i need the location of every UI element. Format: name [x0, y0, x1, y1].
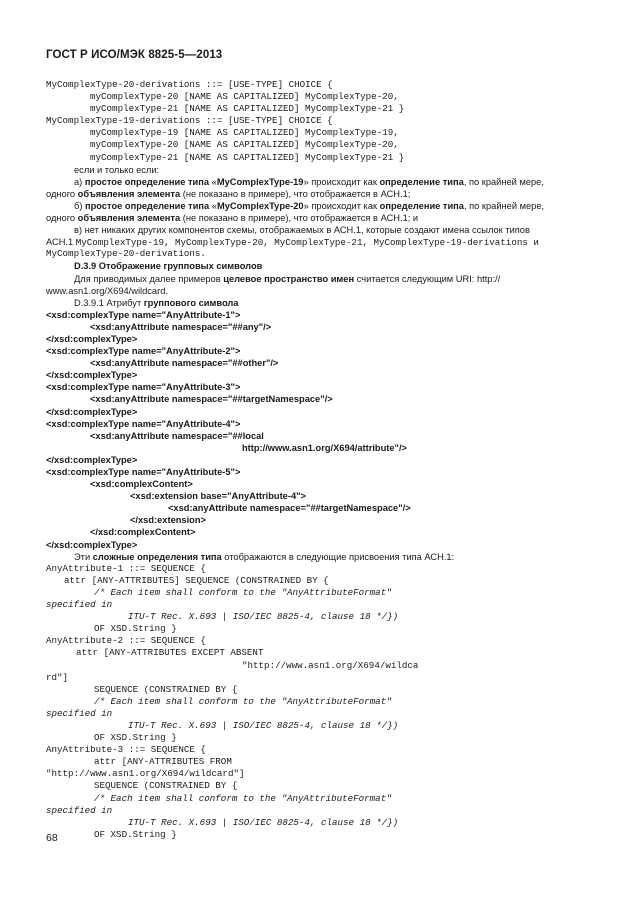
text-line — [46, 539, 588, 551]
text-segment: SEQUENCE (CONSTRAINED BY { — [94, 780, 238, 792]
text-segment: <xsd:anyAttribute namespace="##targetNamespace"/> — [168, 503, 411, 514]
text-line — [46, 200, 588, 212]
text-segment: <xsd:complexType name="AnyAttribute-3"> — [46, 382, 241, 393]
text-segment: группового символа — [143, 297, 239, 308]
text-line — [46, 164, 588, 176]
text-segment: MyComplexType-20 — [216, 200, 304, 211]
text-segment: ITU-T Rec. X.693 | ISO/IEC 8825-4, clause 18 */}) — [128, 611, 399, 623]
text-line — [46, 236, 588, 248]
text-segment: <xsd:complexType name="AnyAttribute-2"> — [46, 346, 241, 357]
text-line — [46, 611, 588, 623]
text-segment: OF XSD.String } — [94, 623, 177, 635]
text-line — [46, 406, 588, 418]
text-segment: myComplexType-20 [NAME AS CAPITALIZED] MyComplexType-20, — [90, 139, 399, 151]
document-body — [46, 79, 588, 841]
text-segment: Эти — [74, 551, 93, 562]
text-segment: MyComplexType-19-derivations ::= [USE-TYPE] CHOICE { — [46, 115, 333, 127]
text-segment: SEQUENCE (CONSTRAINED BY { — [94, 683, 238, 695]
text-segment: отображаются в следующие присвоения типа АСН.1: — [221, 551, 455, 562]
text-line — [46, 720, 588, 732]
text-line — [46, 756, 588, 768]
text-line — [46, 369, 588, 381]
text-line — [46, 829, 588, 841]
text-line — [46, 660, 588, 672]
text-line — [46, 285, 588, 297]
text-line — [46, 357, 588, 369]
text-line — [46, 490, 588, 502]
text-segment: считается следующим URI: http:// — [354, 273, 501, 284]
text-line — [46, 793, 588, 805]
text-segment: а) — [74, 176, 85, 187]
text-line — [46, 139, 588, 151]
text-segment: myComplexType-20 [NAME AS CAPITALIZED] MyComplexType-20, — [90, 91, 399, 103]
text-segment: « — [209, 200, 217, 211]
text-segment: </xsd:complexContent> — [90, 527, 196, 538]
text-segment: </xsd:complexType> — [46, 454, 138, 465]
text-segment: /* Each item shall conform to the "AnyAttributeFormat" — [94, 586, 392, 598]
text-segment: OF XSD.String } — [94, 732, 177, 744]
text-segment: , по крайней мере, — [463, 200, 545, 211]
text-segment: AnyAttribute-3 ::= SEQUENCE { — [46, 744, 206, 756]
text-line — [46, 224, 588, 236]
text-segment: (не показано в примере), что отображается в АСН.1; и — [180, 213, 419, 224]
text-line — [46, 393, 588, 405]
text-segment: </xsd:complexType> — [46, 333, 138, 344]
text-segment: объявления элемента — [77, 188, 181, 199]
text-line — [46, 103, 588, 115]
text-segment: одного — [46, 213, 78, 224]
text-segment: (не показано в примере), что отображается в АСН.1; — [180, 188, 411, 199]
text-segment: MyComplexType-20-derivations. — [46, 248, 206, 260]
text-line — [46, 817, 588, 829]
text-segment: "http://www.asn1.org/X694/wildca — [242, 659, 419, 671]
text-segment: одного — [46, 188, 78, 199]
text-segment: </xsd:complexType> — [46, 539, 138, 550]
text-segment: <xsd:anyAttribute namespace="##other"/> — [90, 358, 279, 369]
text-line — [46, 381, 588, 393]
text-segment: specified in — [46, 707, 113, 719]
text-segment: сложные определения типа — [92, 551, 222, 562]
text-line — [46, 623, 588, 635]
text-segment: в) нет никаких других компонентов схемы, отображаемых в АСН.1, которые создают имена ссылок типов — [74, 225, 530, 236]
text-line — [46, 684, 588, 696]
text-segment: <xsd:anyAttribute namespace="##any"/> — [90, 321, 272, 332]
text-segment: простое определение типа — [85, 200, 210, 211]
text-segment: простое определение типа — [84, 176, 210, 187]
text-line — [46, 91, 588, 103]
text-line — [46, 442, 588, 454]
text-segment: specified in — [46, 804, 113, 816]
text-line — [46, 587, 588, 599]
text-segment: ITU-T Rec. X.693 | ISO/IEC 8825-4, clause 18 */}) — [128, 719, 399, 731]
text-line — [46, 732, 588, 744]
text-segment: </xsd:complexType> — [46, 370, 138, 381]
text-segment: OF XSD.String } — [94, 828, 177, 840]
text-segment: attr [ANY-ATTRIBUTES EXCEPT ABSENT — [76, 647, 264, 659]
text-segment: если и только если: — [74, 164, 160, 175]
text-segment: определение типа — [379, 200, 464, 211]
text-segment: attr [ANY-ATTRIBUTES FROM — [94, 756, 232, 768]
text-line — [46, 575, 588, 587]
text-line — [46, 248, 588, 260]
text-segment: rd"] — [46, 671, 69, 683]
text-segment: AnyAttribute-1 ::= SEQUENCE { — [46, 562, 206, 574]
text-segment: </xsd:extension> — [130, 515, 206, 526]
text-line — [46, 273, 588, 285]
text-line — [46, 768, 588, 780]
text-line — [46, 551, 588, 563]
text-line — [46, 647, 588, 659]
text-segment: MyComplexType-20-derivations ::= [USE-TYPE] CHOICE { — [46, 79, 333, 90]
text-segment: "http://www.asn1.org/X694/wildcard"] — [46, 768, 245, 780]
text-line — [46, 188, 588, 200]
text-line — [46, 563, 588, 575]
text-segment: Для приводимых далее примеров — [74, 273, 224, 284]
text-line — [46, 430, 588, 442]
text-segment: <xsd:complexType name="AnyAttribute-4"> — [46, 418, 241, 429]
text-line — [46, 780, 588, 792]
text-segment: б) — [74, 200, 86, 211]
text-segment: <xsd:anyAttribute namespace="##local — [90, 430, 264, 441]
text-segment: attr [ANY-ATTRIBUTES] SEQUENCE (CONSTRAINED BY { — [64, 574, 329, 586]
text-segment: » происходит как — [303, 200, 380, 211]
text-segment: specified in — [46, 599, 113, 611]
text-segment: <xsd:complexType name="AnyAttribute-5"> — [46, 467, 241, 477]
text-line — [46, 321, 588, 333]
text-segment: </xsd:complexType> — [46, 406, 138, 417]
text-line — [46, 309, 588, 321]
text-line — [46, 152, 588, 164]
text-line — [46, 212, 588, 224]
text-segment: объявления элемента — [77, 213, 181, 224]
text-segment: <xsd:extension base="AnyAttribute-4"> — [130, 491, 306, 502]
text-line — [46, 672, 588, 684]
text-line — [46, 297, 588, 309]
text-segment: MyComplexType-19 — [216, 176, 304, 187]
page-number: 68 — [46, 832, 58, 844]
text-segment: www.asn1.org/X694/wildcard. — [46, 285, 168, 296]
text-segment: myComplexType-19 [NAME AS CAPITALIZED] MyComplexType-19, — [90, 127, 399, 139]
text-segment: D.3.9 Отображение групповых символов — [74, 261, 263, 272]
text-segment: D.3.9.1 Атрибут — [74, 297, 144, 308]
text-line — [46, 454, 588, 466]
text-segment: myComplexType-21 [NAME AS CAPITALIZED] MyComplexType-21 } — [90, 151, 405, 163]
text-segment: /* Each item shall conform to the "AnyAttributeFormat" — [94, 695, 392, 707]
text-line — [46, 79, 588, 91]
text-line — [46, 115, 588, 127]
text-segment: http://www.asn1.org/X694/attribute"/> — [242, 442, 407, 453]
text-segment: ITU-T Rec. X.693 | ISO/IEC 8825-4, clause 18 */}) — [128, 816, 399, 828]
text-line — [46, 635, 588, 647]
text-line — [46, 514, 588, 526]
text-segment: <xsd:complexType name="AnyAttribute-1"> — [46, 309, 241, 320]
text-segment: , по крайней мере, — [463, 176, 544, 187]
text-line — [46, 708, 588, 720]
text-line — [46, 345, 588, 357]
text-segment: АСН.1 — [46, 237, 76, 248]
text-line — [46, 176, 588, 188]
text-line — [46, 333, 588, 345]
text-segment: /* Each item shall conform to the "AnyAttributeFormat" — [94, 792, 392, 804]
text-line — [46, 696, 588, 708]
text-line — [46, 744, 588, 756]
text-line — [46, 526, 588, 538]
text-line — [46, 127, 588, 139]
text-segment: определение типа — [379, 176, 464, 187]
text-line — [46, 478, 588, 490]
text-line — [46, 418, 588, 430]
text-line — [46, 260, 588, 272]
document-header: ГОСТ Р ИСО/МЭК 8825-5—2013 — [46, 49, 223, 61]
text-segment: <xsd:complexContent> — [90, 479, 193, 490]
text-line — [46, 502, 588, 514]
text-segment: myComplexType-21 [NAME AS CAPITALIZED] MyComplexType-21 } — [90, 103, 405, 115]
text-line — [46, 466, 588, 478]
text-segment: « — [209, 176, 217, 187]
text-segment: целевое пространство имен — [223, 273, 355, 284]
text-line — [46, 805, 588, 817]
text-segment: AnyAttribute-2 ::= SEQUENCE { — [46, 635, 206, 647]
text-segment: MyComplexType-19, MyComplexType-20, MyComplexType-21, MyComplexType-19-derivations и — [75, 237, 539, 249]
text-line — [46, 599, 588, 611]
text-segment: <xsd:anyAttribute namespace="##targetNamespace"/> — [90, 394, 333, 405]
text-segment: » происходит как — [303, 176, 380, 187]
